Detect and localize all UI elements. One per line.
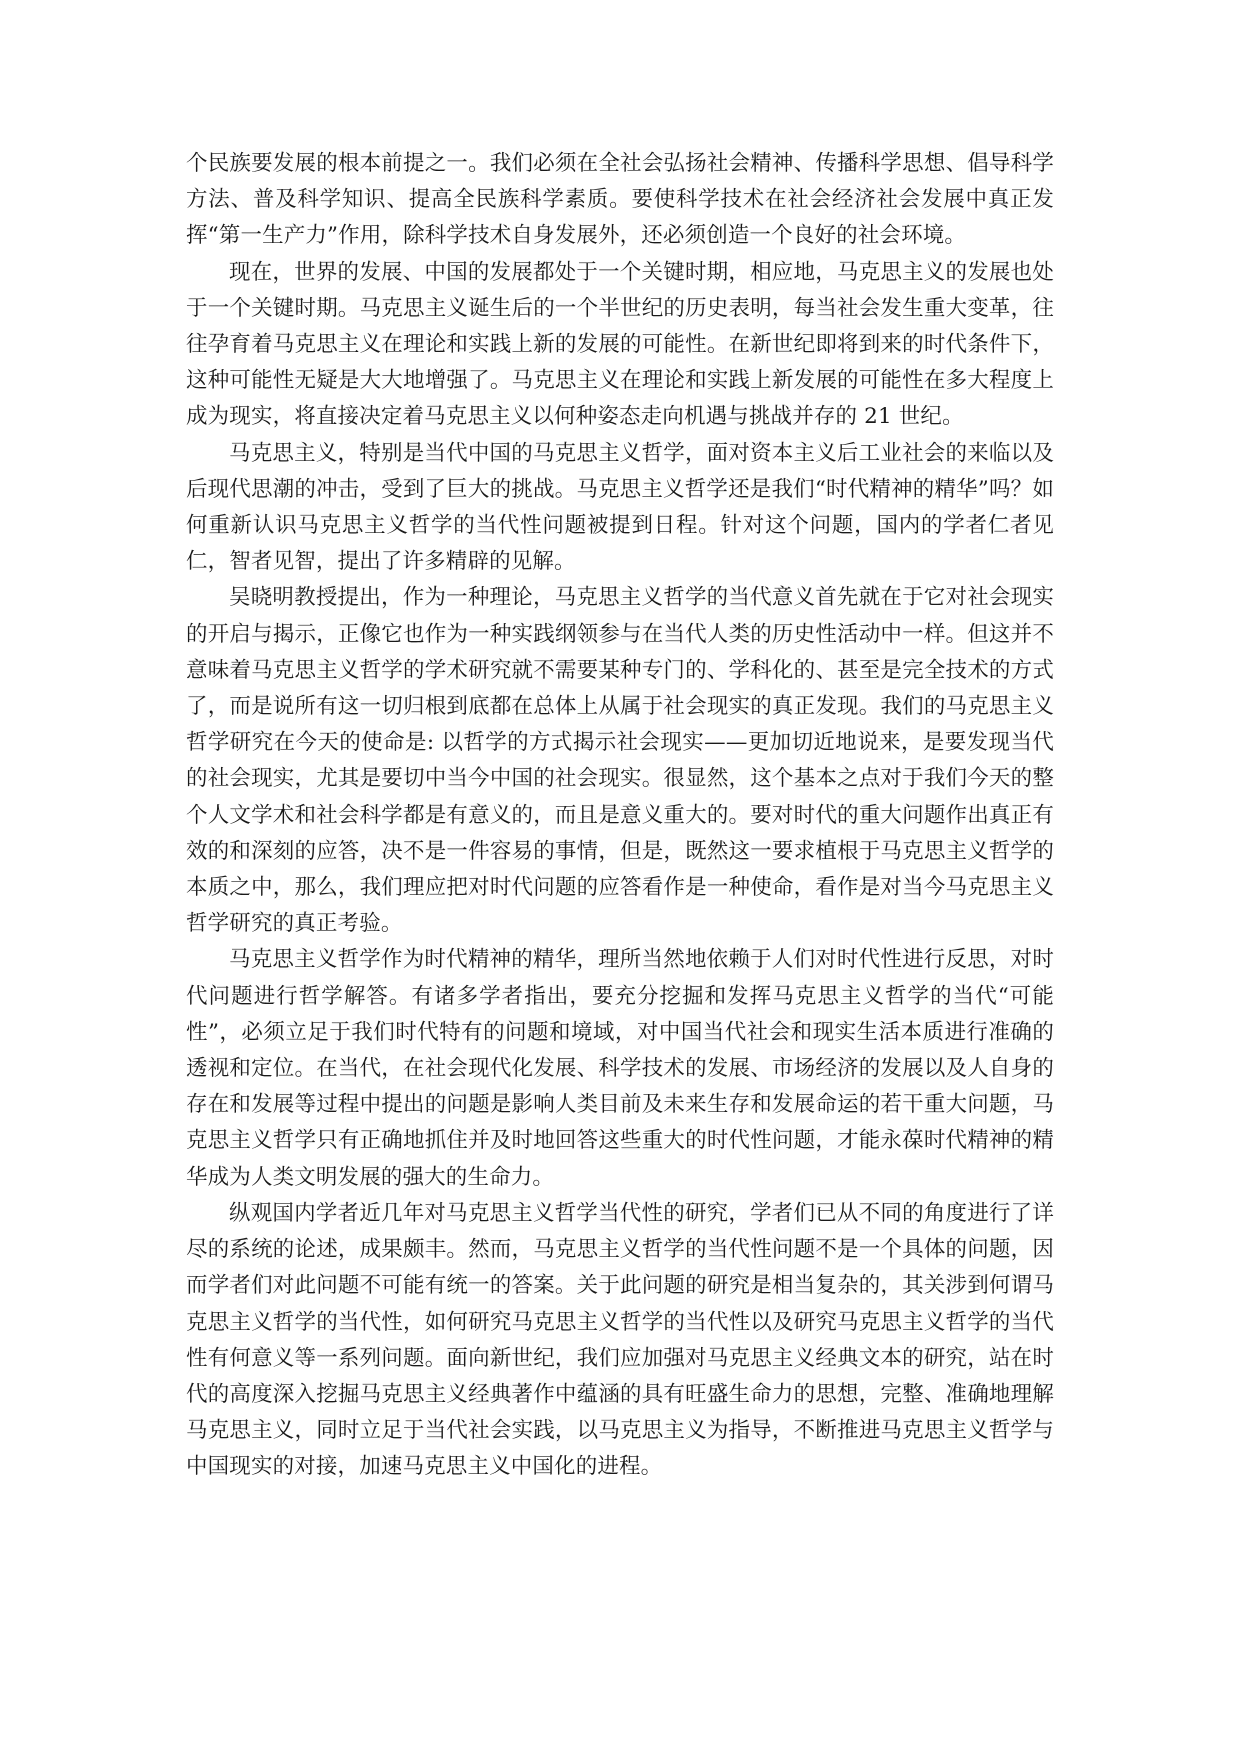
paragraph-5: 马克思主义哲学作为时代精神的精华，理所当然地依赖于人们对时代性进行反思，对时代问题进行哲学解答。有诸多学者指出，要充分挖掘和发挥马克思主义哲学的当代“可能性”，必须立足于我们时代特有的问题和境域，对中国当代社会和现实生活本质进行准确的透视和定位。在当代，在社会现代化发展、科学技术的发展、市场经济的发展以及人自身的存在和发展等过程中提出的问题是影响人类目前及未来生存和发展命运的若干重大问题，马克思主义哲学只有正确地抓住并及时地回答这些重大的时代性问题，才能永葆时代精神的精华成为人类文明发展的强大的生命力。 [186, 947, 1054, 1190]
paragraph-3: 马克思主义，特别是当代中国的马克思主义哲学，面对资本主义后工业社会的来临以及后现代思潮的冲击，受到了巨大的挑战。马克思主义哲学还是我们“时代精神的精华”吗？如何重新认识马克思主义哲学的当代性问题被提到日程。针对这个问题，国内的学者仁者见仁，智者见智，提出了许多精辟的见解。 [186, 440, 1054, 575]
paragraph-1: 个民族要发展的根本前提之一。我们必须在全社会弘扬社会精神、传播科学思想、倡导科学方法、普及科学知识、提高全民族科学素质。要使科学技术在社会经济社会发展中真正发挥“第一生产力”作用，除科学技术自身发展外，还必须创造一个良好的社会环境。 [186, 151, 1054, 249]
paragraph-4: 吴晓明教授提出，作为一种理论，马克思主义哲学的当代意义首先就在于它对社会现实的开启与揭示，正像它也作为一种实践纲领参与在当代人类的历史性活动中一样。但这并不意味着马克思主义哲学的学术研究就不需要某种专门的、学科化的、甚至是完全技术的方式了，而是说所有这一切归根到底都在总体上从属于社会现实的真正发现。我们的马克思主义哲学研究在今天的使命是: 以哲学的方式揭示社会现实——更加切近地说来，是要发现当代的社会现实，尤其是要切中当今中国的社会现实。很显然，这个基本之点对于我们今天的整个人文学术和社会科学都是有意义的，而且是意义重大的。要对时代的重大问题作出真正有效的和深刻的应答，决不是一件容易的事情，但是，既然这一要求植根于马克思主义哲学的本质之中，那么，我们理应把对时代问题的应答看作是一种使命，看作是对当今马克思主义哲学研究的真正考验。 [186, 585, 1054, 937]
paragraph-2: 现在，世界的发展、中国的发展都处于一个关键时期，相应地，马克思主义的发展也处于一个关键时期。马克思主义诞生后的一个半世纪的历史表明，每当社会发生重大变革，往往孕育着马克思主义在理论和实践上新的发展的可能性。在新世纪即将到来的时代条件下，这种可能性无疑是大大地增强了。马克思主义在理论和实践上新发展的可能性在多大程度上成为现实，将直接决定着马克思主义以何种姿态走向机遇与挑战并存的 21 世纪。 [186, 259, 1054, 430]
document-body [186, 146, 1054, 1486]
paragraph-6: 纵观国内学者近几年对马克思主义哲学当代性的研究，学者们已从不同的角度进行了详尽的系统的论述，成果颇丰。然而，马克思主义哲学的当代性问题不是一个具体的问题，因而学者们对此问题不可能有统一的答案。关于此问题的研究是相当复杂的，其关涉到何谓马克思主义哲学的当代性，如何研究马克思主义哲学的当代性以及研究马克思主义哲学的当代性有何意义等一系列问题。面向新世纪，我们应加强对马克思主义经典文本的研究，站在时代的高度深入挖掘马克思主义经典著作中蕴涵的具有旺盛生命力的思想，完整、准确地理解马克思主义，同时立足于当代社会实践，以马克思主义为指导，不断推进马克思主义哲学与中国现实的对接，加速马克思主义中国化的进程。 [186, 1200, 1054, 1480]
